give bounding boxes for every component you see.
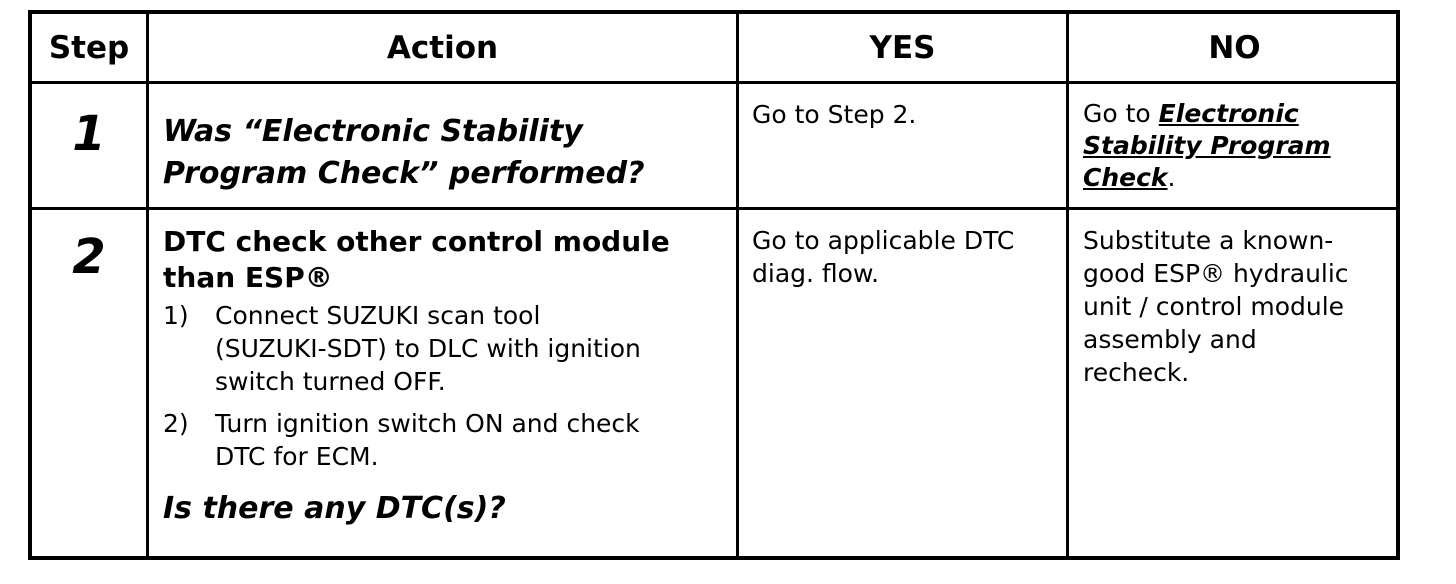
header-no: NO [1208,29,1261,66]
substep-number: 1) [163,301,189,330]
action-cell-1 [163,111,733,195]
esp-check-link[interactable]: Check [1083,163,1168,192]
row-divider [32,207,1396,210]
no-line: recheck. [1083,358,1190,387]
question-line: Was “Electronic Stability [163,114,583,149]
no-line: Substitute a known- [1083,226,1334,255]
no-cell-1 [1083,98,1398,194]
no-line: unit / control module [1083,292,1345,321]
no-cell-2 [1083,224,1398,389]
yes-line: diag. flow. [752,259,880,288]
no-line: assembly and [1083,325,1257,354]
question-line: Is there any DTC(s)? [163,491,506,526]
esp-check-link[interactable]: Electronic [1158,99,1299,128]
step-number-2: 2 [72,229,106,285]
yes-cell-1: Go to Step 2. [752,100,917,129]
substep-number: 2) [163,409,189,438]
question-line: Program Check” performed? [163,156,645,191]
substep-line: Connect SUZUKI scan tool [215,301,541,330]
substep-line: switch turned OFF. [215,367,446,396]
no-line: good ESP® hydraulic [1083,259,1349,288]
substep-line: DTC for ECM. [215,442,379,471]
header-yes: YES [869,29,936,66]
action-title: DTC check other control module [163,225,670,258]
column-divider [736,14,739,556]
column-divider [1066,14,1069,556]
header-step: Step [48,29,130,66]
no-text: . [1167,163,1176,192]
diagnostic-table [28,10,1400,560]
row-divider [32,81,1396,84]
substep-line: Turn ignition switch ON and check [215,409,640,438]
esp-check-link[interactable]: Stability Program [1083,131,1331,160]
yes-cell-2 [752,224,1062,290]
step-number-1: 1 [72,106,106,162]
yes-line: Go to applicable DTC [752,226,1015,255]
substep-1 [163,299,733,398]
header-action: Action [386,29,499,66]
action-title: than ESP® [163,261,333,294]
column-divider [146,14,149,556]
substep-2 [163,407,733,473]
substep-line: (SUZUKI-SDT) to DLC with ignition [215,334,641,363]
no-text: Go to [1083,99,1159,128]
action-cell-2 [163,224,733,530]
